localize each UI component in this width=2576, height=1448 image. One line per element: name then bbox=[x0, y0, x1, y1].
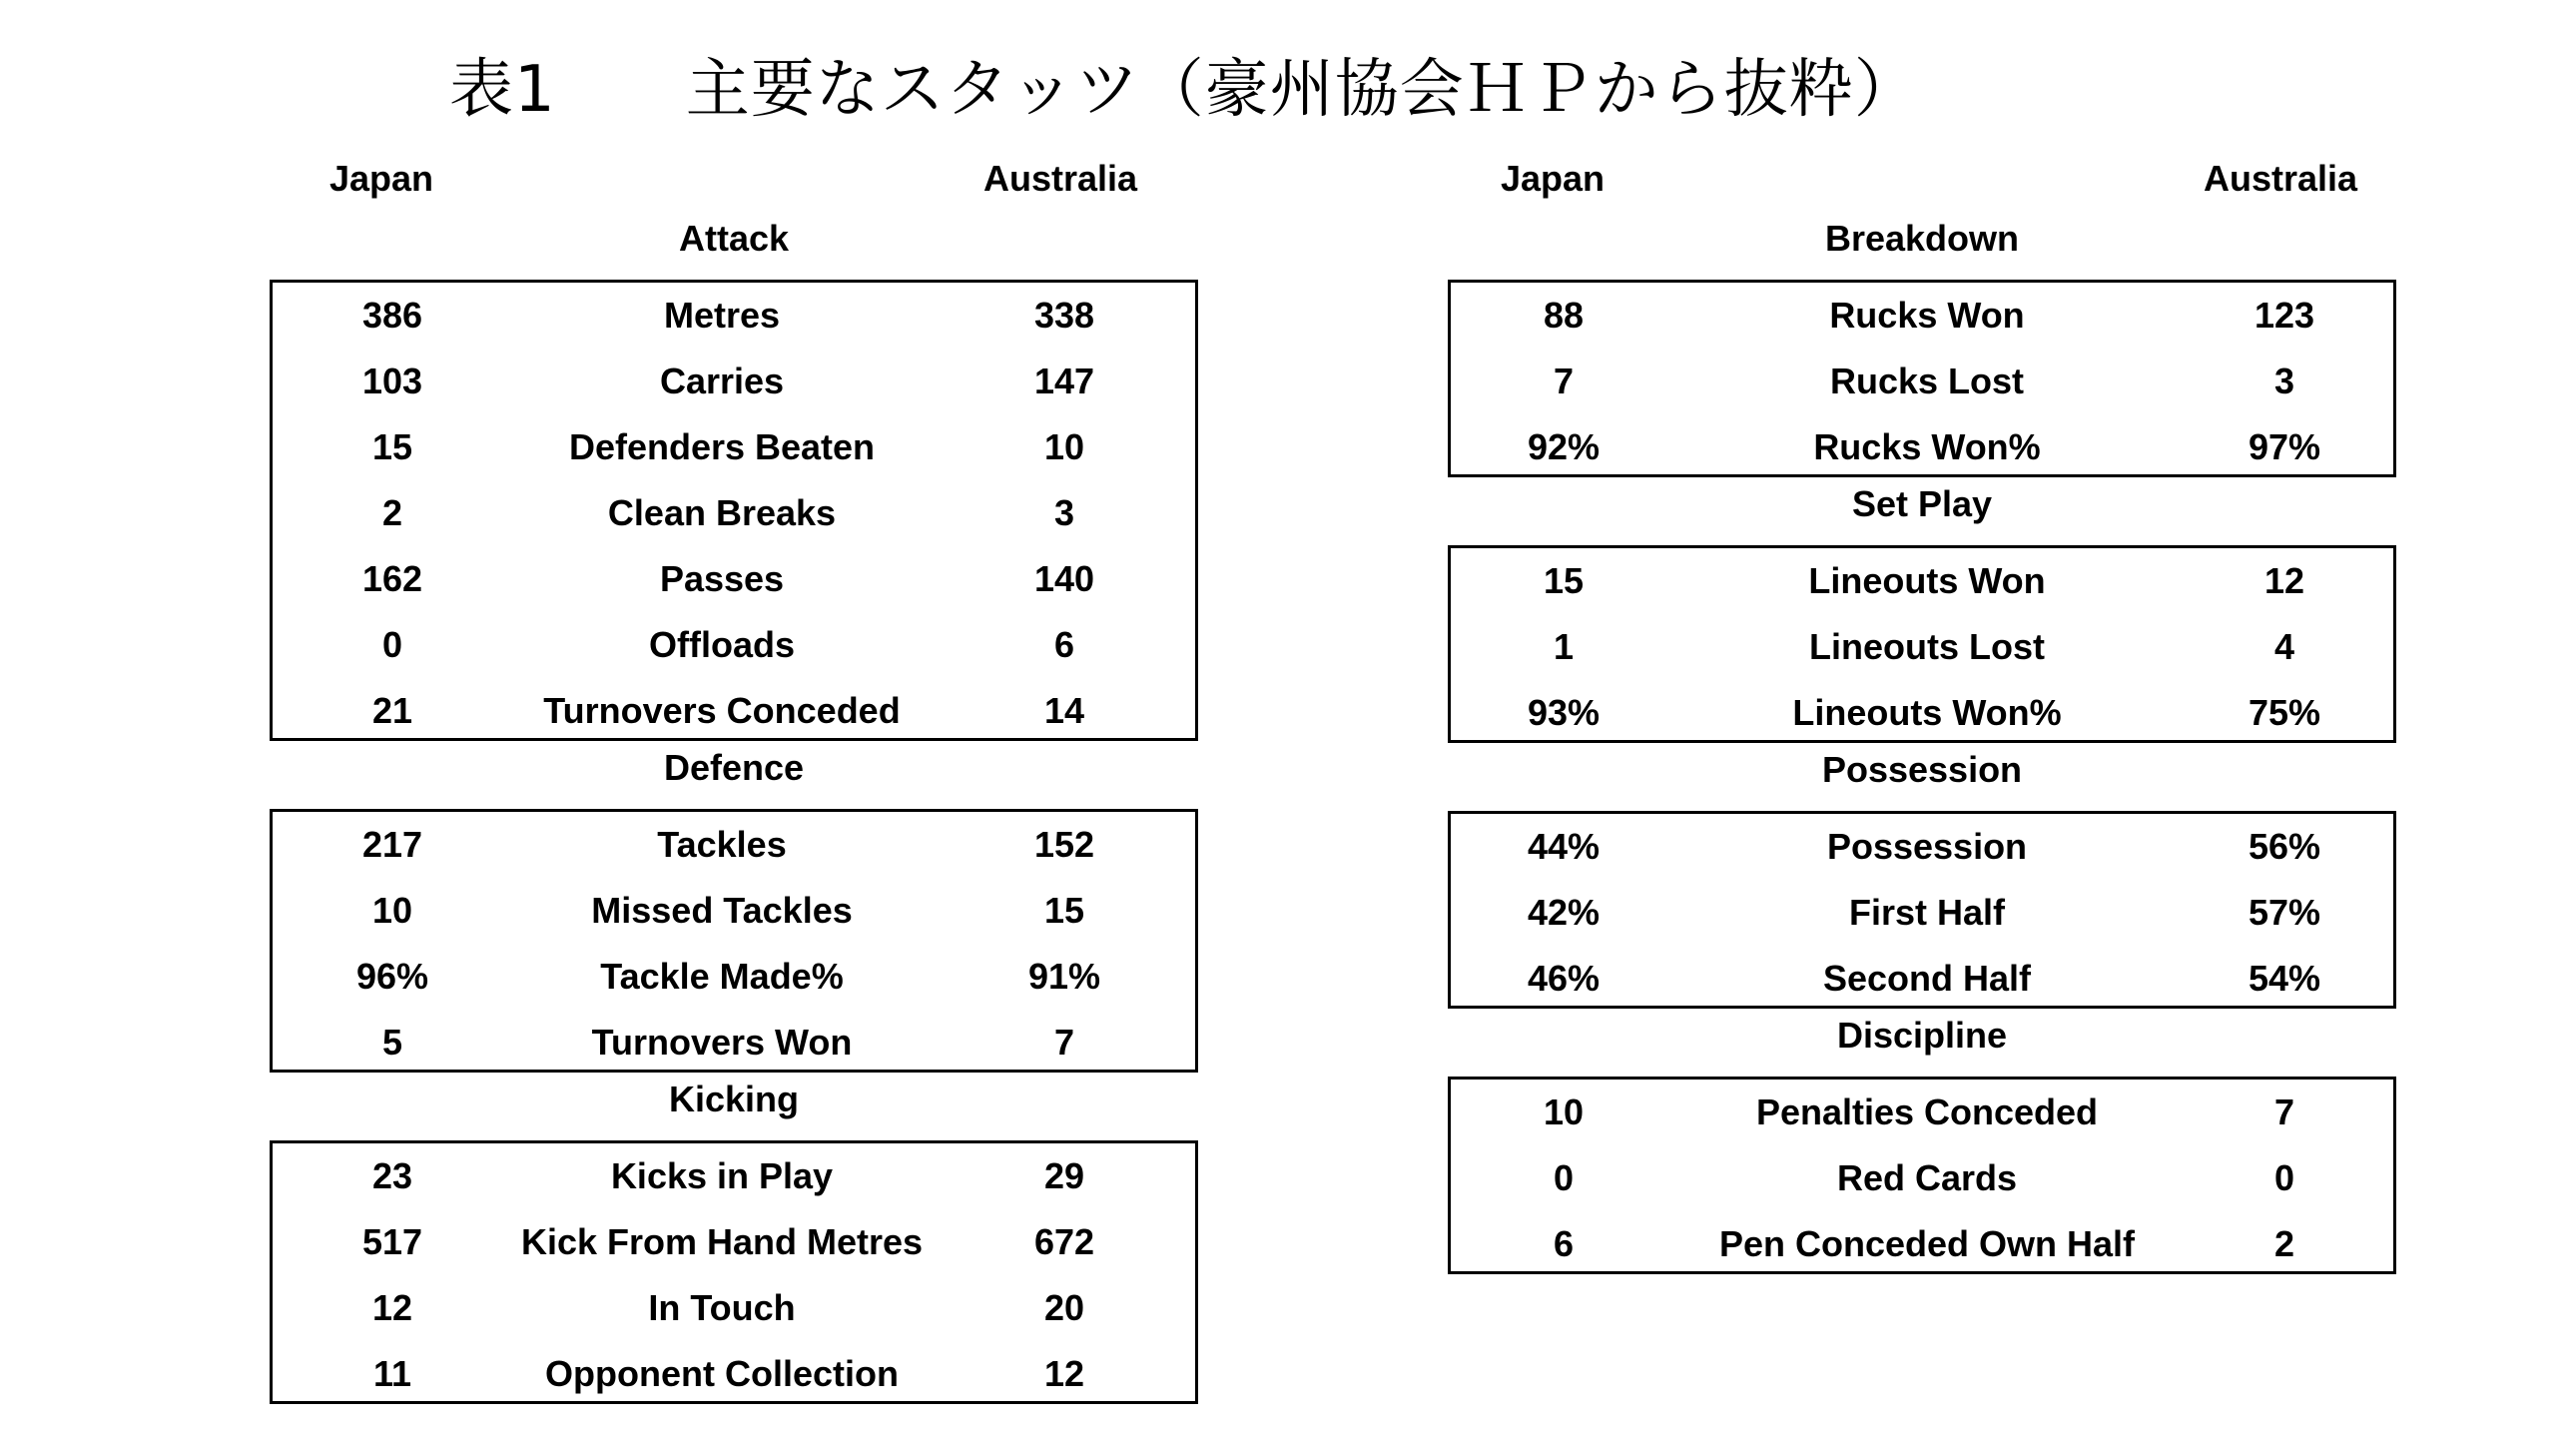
table-row bbox=[273, 1143, 1195, 1209]
table-row bbox=[1451, 614, 2393, 680]
table-row bbox=[1451, 349, 2393, 414]
section-title: Breakdown bbox=[1824, 218, 2020, 259]
table-row bbox=[273, 612, 1195, 678]
section-title: Kicking bbox=[668, 1079, 800, 1119]
australia-value: 672 bbox=[1033, 1221, 1095, 1262]
table-number: 表1 bbox=[449, 53, 556, 127]
section-title: Set Play bbox=[1851, 483, 1993, 524]
stat-label: Clean Breaks bbox=[607, 492, 837, 533]
japan-value: 0 bbox=[1553, 1157, 1575, 1198]
table-row bbox=[273, 414, 1195, 480]
table-row bbox=[273, 1209, 1195, 1275]
japan-value: 11 bbox=[372, 1353, 412, 1394]
table-row bbox=[1451, 680, 2393, 746]
australia-value: 56% bbox=[2248, 826, 2321, 867]
australia-value: 15 bbox=[1043, 890, 1085, 931]
table-row bbox=[273, 283, 1195, 349]
stats-table bbox=[1448, 545, 2396, 743]
stat-label: Tackles bbox=[657, 824, 787, 865]
japan-value: 23 bbox=[371, 1155, 413, 1196]
table-row bbox=[1451, 880, 2393, 946]
stat-label: Turnovers Won bbox=[591, 1022, 853, 1063]
japan-value: 42% bbox=[1527, 892, 1601, 933]
australia-value: 14 bbox=[1043, 690, 1085, 731]
stat-label: Kicks in Play bbox=[610, 1155, 834, 1196]
stats-table bbox=[270, 809, 1198, 1073]
stats-table bbox=[1448, 1077, 2396, 1274]
table-row bbox=[1451, 1080, 2393, 1145]
table-row bbox=[273, 812, 1195, 878]
japan-value: 0 bbox=[381, 624, 403, 665]
australia-value: 54% bbox=[2248, 958, 2321, 999]
australia-value: 7 bbox=[1053, 1022, 1075, 1063]
stat-label: Rucks Won bbox=[1829, 295, 2025, 336]
australia-value: 29 bbox=[1043, 1155, 1085, 1196]
australia-value: 57% bbox=[2248, 892, 2321, 933]
table-row bbox=[273, 546, 1195, 612]
australia-value: 0 bbox=[2273, 1157, 2295, 1198]
japan-value: 217 bbox=[361, 824, 423, 865]
stat-label: Passes bbox=[659, 558, 785, 599]
table-row bbox=[273, 678, 1195, 744]
section-title: Defence bbox=[663, 747, 805, 788]
stat-label: In Touch bbox=[648, 1287, 796, 1328]
australia-value: 12 bbox=[2263, 560, 2305, 601]
table-row bbox=[1451, 814, 2393, 880]
stat-label: Pen Conceded Own Half bbox=[1718, 1223, 2136, 1264]
japan-value: 386 bbox=[361, 295, 423, 336]
australia-value: 3 bbox=[1053, 492, 1075, 533]
australia-value: 140 bbox=[1033, 558, 1095, 599]
australia-value: 4 bbox=[2273, 626, 2295, 667]
section-title: Possession bbox=[1821, 749, 2023, 790]
japan-header: Japan bbox=[1501, 158, 1606, 199]
stat-label: Kick From Hand Metres bbox=[520, 1221, 924, 1262]
stat-label: Missed Tackles bbox=[591, 890, 853, 931]
japan-value: 2 bbox=[381, 492, 403, 533]
stat-label: Offloads bbox=[648, 624, 796, 665]
table-row bbox=[273, 349, 1195, 414]
australia-value: 12 bbox=[1043, 1353, 1085, 1394]
australia-header: Australia bbox=[2204, 158, 2358, 199]
japan-value: 6 bbox=[1553, 1223, 1575, 1264]
japan-value: 15 bbox=[371, 426, 413, 467]
stats-table bbox=[1448, 280, 2396, 477]
japan-value: 44% bbox=[1527, 826, 1601, 867]
stat-label: Penalties Conceded bbox=[1755, 1091, 2099, 1132]
stat-label: Second Half bbox=[1822, 958, 2032, 999]
australia-value: 10 bbox=[1043, 426, 1085, 467]
table-row bbox=[273, 1341, 1195, 1407]
stat-label: Lineouts Won bbox=[1808, 560, 2046, 601]
stat-label: Tackle Made% bbox=[600, 956, 844, 997]
table-row bbox=[273, 878, 1195, 944]
japan-value: 96% bbox=[355, 956, 429, 997]
table-row bbox=[1451, 283, 2393, 349]
australia-value: 338 bbox=[1033, 295, 1095, 336]
japan-value: 12 bbox=[371, 1287, 413, 1328]
japan-value: 92% bbox=[1527, 426, 1601, 467]
australia-value: 147 bbox=[1033, 361, 1095, 401]
stats-table bbox=[270, 1140, 1198, 1404]
stat-label: Red Cards bbox=[1836, 1157, 2018, 1198]
japan-value: 88 bbox=[1543, 295, 1585, 336]
australia-value: 2 bbox=[2273, 1223, 2295, 1264]
australia-value: 7 bbox=[2273, 1091, 2295, 1132]
australia-value: 91% bbox=[1027, 956, 1101, 997]
japan-value: 517 bbox=[361, 1221, 423, 1262]
japan-value: 93% bbox=[1527, 692, 1601, 733]
japan-value: 7 bbox=[1553, 361, 1575, 401]
page-title bbox=[449, 38, 1919, 130]
japan-value: 1 bbox=[1553, 626, 1575, 667]
table-row bbox=[273, 480, 1195, 546]
stat-label: Rucks Lost bbox=[1829, 361, 2025, 401]
stat-label: Carries bbox=[659, 361, 785, 401]
australia-value: 3 bbox=[2273, 361, 2295, 401]
stat-label: First Half bbox=[1848, 892, 2006, 933]
stats-table bbox=[270, 280, 1198, 741]
stat-label: Lineouts Lost bbox=[1809, 626, 2045, 667]
japan-header: Japan bbox=[329, 158, 434, 199]
stat-label: Metres bbox=[663, 295, 781, 336]
australia-header: Australia bbox=[983, 158, 1138, 199]
australia-value: 123 bbox=[2254, 295, 2315, 336]
japan-value: 15 bbox=[1543, 560, 1585, 601]
japan-value: 21 bbox=[371, 690, 413, 731]
table-row bbox=[1451, 414, 2393, 480]
table-row bbox=[1451, 1145, 2393, 1211]
stats-table bbox=[1448, 811, 2396, 1009]
stat-label: Turnovers Conceded bbox=[543, 690, 901, 731]
stat-label: Opponent Collection bbox=[545, 1353, 899, 1394]
stat-label: Defenders Beaten bbox=[568, 426, 876, 467]
australia-value: 97% bbox=[2248, 426, 2321, 467]
table-row bbox=[1451, 946, 2393, 1012]
japan-value: 46% bbox=[1527, 958, 1601, 999]
stat-label: Lineouts Won% bbox=[1792, 692, 2062, 733]
section-title: Attack bbox=[678, 218, 790, 259]
australia-value: 20 bbox=[1043, 1287, 1085, 1328]
table-row bbox=[1451, 548, 2393, 614]
japan-value: 162 bbox=[361, 558, 423, 599]
section-title: Discipline bbox=[1836, 1015, 2008, 1056]
australia-value: 75% bbox=[2248, 692, 2321, 733]
japan-value: 10 bbox=[1543, 1091, 1585, 1132]
stat-label: Possession bbox=[1826, 826, 2028, 867]
stat-label: Rucks Won% bbox=[1813, 426, 2041, 467]
table-caption: 主要なスタッツ（豪州協会ＨＰから抜粋） bbox=[685, 53, 1919, 127]
table-row bbox=[273, 1010, 1195, 1076]
table-row bbox=[273, 944, 1195, 1010]
table-row bbox=[1451, 1211, 2393, 1277]
australia-value: 152 bbox=[1033, 824, 1095, 865]
japan-value: 103 bbox=[361, 361, 423, 401]
australia-value: 6 bbox=[1053, 624, 1075, 665]
table-row bbox=[273, 1275, 1195, 1341]
japan-value: 10 bbox=[371, 890, 413, 931]
japan-value: 5 bbox=[381, 1022, 403, 1063]
